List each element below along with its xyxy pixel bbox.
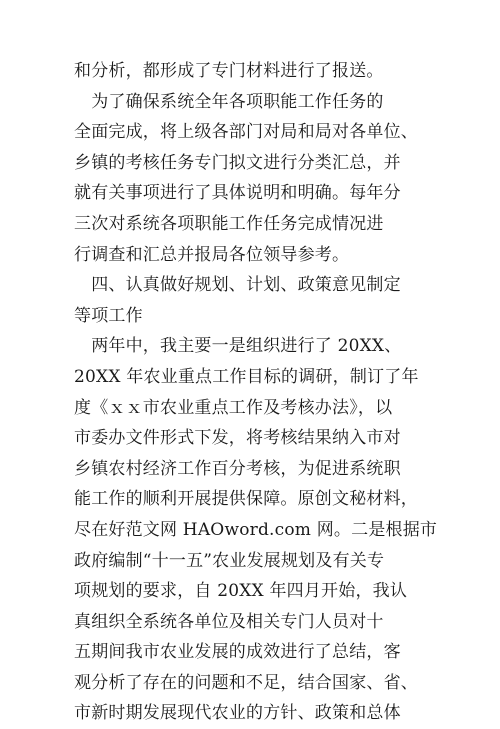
text-line: 两年中，我主要一是组织进行了 20XX、 (74, 336, 402, 357)
text-line: 乡镇农村经济工作百分考核，为促进系统职 (74, 458, 401, 479)
text-line: 政府编制“十一五”农业发展规划及有关专 (74, 550, 385, 571)
text-line: 三次对系统各项职能工作任务完成情况进 (74, 213, 384, 234)
text-line: 全面完成，将上级各部门对局和局对各单位、 (74, 122, 418, 143)
text-line: 和分析，都形成了专门材料进行了报送。 (74, 61, 384, 81)
text-line: 度《ｘｘ市农业重点工作及考核办法》，以 (74, 397, 393, 418)
text-line: 真组织全系统各单位及相关专门人员对十 (74, 611, 384, 632)
text-line: 行调查和汇总并报局各位领导参考。 (74, 244, 350, 265)
text-line: 20XX 年农业重点工作目标的调研，制订了年 (74, 366, 419, 387)
text-line: 市委办文件形式下发，将考核结果纳入市对 (74, 428, 401, 449)
section-heading-line: 四、认真做好规划、计划、政策意见制定 (74, 275, 401, 296)
text-line: 尽在好范文网 HAOword.com 网。二是根据市 (74, 519, 438, 540)
text-line: 观分析了存在的问题和不足，结合国家、省、 (74, 672, 418, 693)
text-line: 就有关事项进行了具体说明和明确。每年分 (74, 183, 401, 204)
text-line: 乡镇的考核任务专门拟文进行分类汇总，并 (74, 152, 401, 173)
section-heading-line: 等项工作 (74, 305, 143, 326)
document-body (74, 56, 454, 729)
text-line: 项规划的要求，自 20XX 年四月开始，我认 (74, 581, 408, 602)
text-line: 五期间我市农业发展的成效进行了总结，客 (74, 642, 401, 663)
text-line: 市新时期发展现代农业的方针、政策和总体 (74, 703, 401, 724)
text-line: 为了确保系统全年各项职能工作任务的 (74, 91, 384, 112)
text-line: 能工作的顺利开展提供保障。原创文秘材料， (74, 489, 418, 510)
